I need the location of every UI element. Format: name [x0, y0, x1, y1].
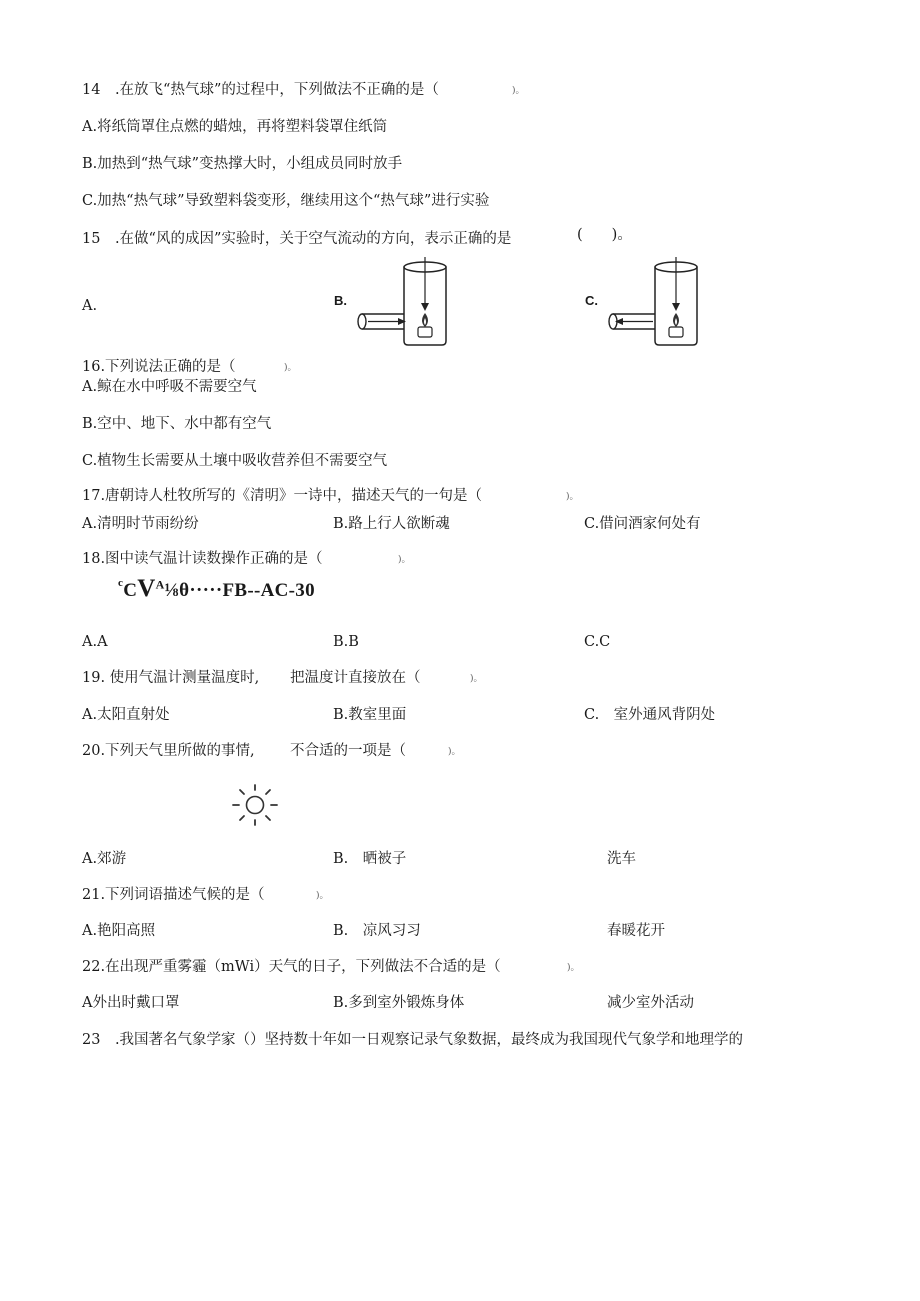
- q19-stem-part1: 19. 使用气温计测量温度时,: [82, 670, 260, 686]
- q16-stem: 16.下列说法正确的是（: [82, 359, 236, 375]
- q20-option-a: A.郊游: [82, 851, 127, 867]
- q15-option-c: C.: [585, 293, 598, 308]
- q15-paren: ( )。: [577, 227, 632, 243]
- q19-option-c: C. 室外通风背阴处: [584, 707, 716, 723]
- q20-paren: )。: [448, 747, 461, 757]
- q21-paren: )。: [316, 891, 329, 901]
- q18-option-c: C.C: [584, 634, 611, 650]
- q19-option-a: A.太阳直射处: [82, 707, 170, 723]
- q19-paren: )。: [470, 674, 483, 684]
- q21-option-c: 春暖花开: [607, 923, 665, 939]
- q14-option-a: A.将纸筒罩住点燃的蜡烛，再将塑料袋罩住纸筒: [82, 119, 388, 135]
- q22-paren: )。: [567, 963, 580, 973]
- wind-experiment-figure-b: [352, 255, 462, 350]
- q22-stem: 22.在出现严重雾霾（mWi）天气的日子，下列做法不合适的是（: [82, 959, 501, 975]
- q16-option-c: C.植物生长需要从土壤中吸收营养但不需要空气: [82, 453, 388, 469]
- q22-option-a: A外出时戴口罩: [82, 995, 180, 1011]
- q14-option-c: C.加热“热气球”导致塑料袋变形，继续用这个“热气球”进行实验: [82, 193, 490, 209]
- q16-paren: )。: [284, 363, 297, 373]
- q20-stem-part2: 不合适的一项是（: [290, 743, 406, 759]
- q16-option-b: B.空中、地下、水中都有空气: [82, 416, 272, 432]
- q18-garbled-figure-text: $^cCV^A\frac{1}{8}\theta\cdot\cdot\cdot\cdot\cdot FB--AC-30$: [118, 575, 315, 602]
- q21-stem: 21.下列词语描述气候的是（: [82, 887, 265, 903]
- q18-paren: )。: [398, 555, 411, 565]
- q15-option-b: B.: [334, 293, 347, 308]
- q17-option-c: C.借问酒家何处有: [584, 516, 701, 532]
- q17-option-b: B.路上行人欲断魂: [333, 516, 450, 532]
- q15-stem: 15 .在做“风的成因”实验时，关于空气流动的方向，表示正确的是: [82, 231, 512, 247]
- q18-stem: 18.图中读气温计读数操作正确的是（: [82, 551, 323, 567]
- q20-option-c: 洗车: [607, 851, 636, 867]
- q22-option-b: B.多到室外锻炼身体: [333, 995, 465, 1011]
- q17-option-a: A.清明时节雨纷纷: [82, 516, 199, 532]
- q19-option-b: B.教室里面: [333, 707, 407, 723]
- q23-stem: 23 .我国著名气象学家（）坚持数十年如一日观察记录气象数据，最终成为我国现代气象学和地理学的: [82, 1032, 744, 1048]
- q22-option-c: 减少室外活动: [607, 995, 694, 1011]
- q14-stem: 14 .在放飞“热气球”的过程中，下列做法不正确的是（: [82, 82, 439, 98]
- q20-stem-part1: 20.下列天气里所做的事情,: [82, 743, 255, 759]
- q18-option-a: A.A: [82, 634, 108, 650]
- q18-option-b: B.B: [333, 634, 359, 650]
- q14-option-b: B.加热到“热气球”变热撑大时，小组成员同时放手: [82, 156, 403, 172]
- q16-option-a: A.鲸在水中呼吸不需要空气: [82, 379, 257, 395]
- wind-experiment-figure-c: [603, 255, 713, 350]
- sun-icon: [230, 782, 280, 828]
- q19-stem-part2: 把温度计直接放在（: [290, 670, 421, 686]
- q17-stem: 17.唐朝诗人杜牧所写的《清明》一诗中，描述天气的一句是（: [82, 488, 483, 504]
- q17-paren: )。: [566, 492, 579, 502]
- q14-paren: )。: [512, 86, 525, 96]
- q15-option-a: A.: [82, 298, 98, 314]
- q21-option-b: B. 凉风习习: [333, 923, 421, 939]
- q21-option-a: A.艳阳高照: [82, 923, 156, 939]
- q20-option-b: B. 晒被子: [333, 851, 407, 867]
